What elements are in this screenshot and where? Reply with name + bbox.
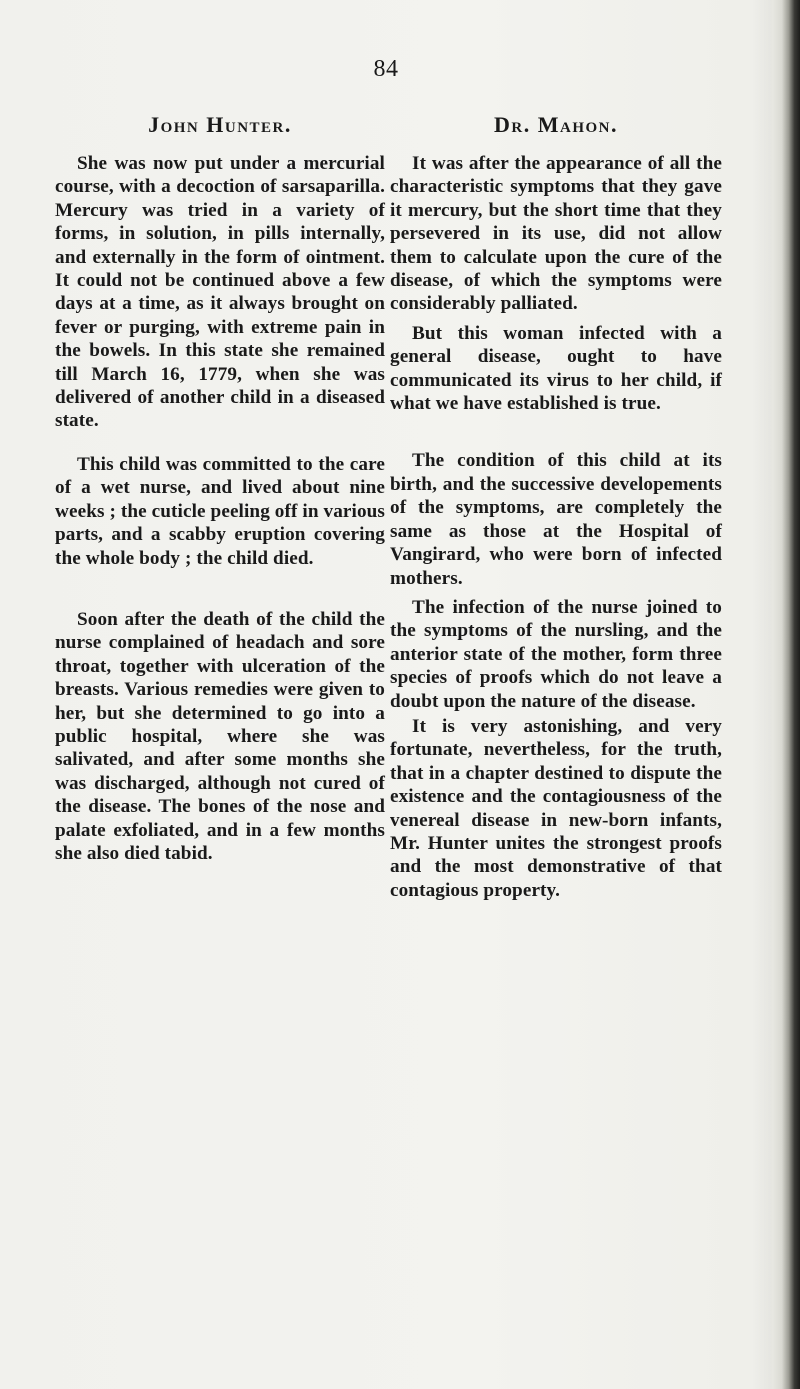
right-paragraph-1: It was after the appearance of all the characteristic symptoms that they gave it mercury, but the short time that they persevered in its use, did not allow them to calculate upon the cure of the disease, of which the symptoms were considerably palliated. [390,153,722,315]
left-paragraph-2: This child was committed to the care of a wet nurse, and lived about nine weeks ; the cuticle peeling off in various parts, and a scabby eruption covering the whole body ; the child died. [55,453,385,569]
page-number: 84 [373,56,399,82]
left-column-heading: John Hunter. [148,112,292,137]
binding-shadow [752,0,772,1389]
left-paragraph-1: She was now put under a mercurial course, with a decoction of sarsaparilla. Mercury was tried in a variety of forms, in solution, in pills internally, and externally in the form of ointment. It could not be continued above a few days at a time, as it always brought on fever or purging, with extreme pain in the bowels. In this state she remained till March 16, 1779, when she was delivered of another child in a diseased state. [55,153,385,432]
right-column [390,112,722,902]
right-column-heading: Dr. Mahon. [494,112,618,137]
right-paragraph-3: The condition of this child at its birth, and the successive developements of the symptoms, are completely the same as those at the Hospital of Vangirard, who were born of infected mothers. [390,450,722,589]
right-paragraph-2: But this woman infected with a general disease, ought to have communicated its virus to her child, if what we have established is true. [390,322,722,415]
right-paragraph-5: It is very astonishing, and very fortunate, nevertheless, for the truth, that in a chapter destined to dispute the existence and the contagiousness of the venereal disease in new-born infants, Mr. Hunter unites the strongest proofs and the most demonstrative of that contagious property. [390,715,722,901]
left-column [55,112,385,865]
right-paragraph-4: The infection of the nurse joined to the symptoms of the nursling, and the anterior state of the mother, form three species of proofs which do not leave a doubt upon the nature of the disease. [390,596,722,712]
book-binding-edge [772,0,800,1389]
left-paragraph-3: Soon after the death of the child the nurse complained of headach and sore throat, together with ulceration of the breasts. Various remedies were given to her, but she determined to go into a public hospital, where she was salivated, and after some months she was discharged, although not cured of the disease. The bones of the nose and palate exfoliated, and in a few months she also died tabid. [55,608,385,864]
